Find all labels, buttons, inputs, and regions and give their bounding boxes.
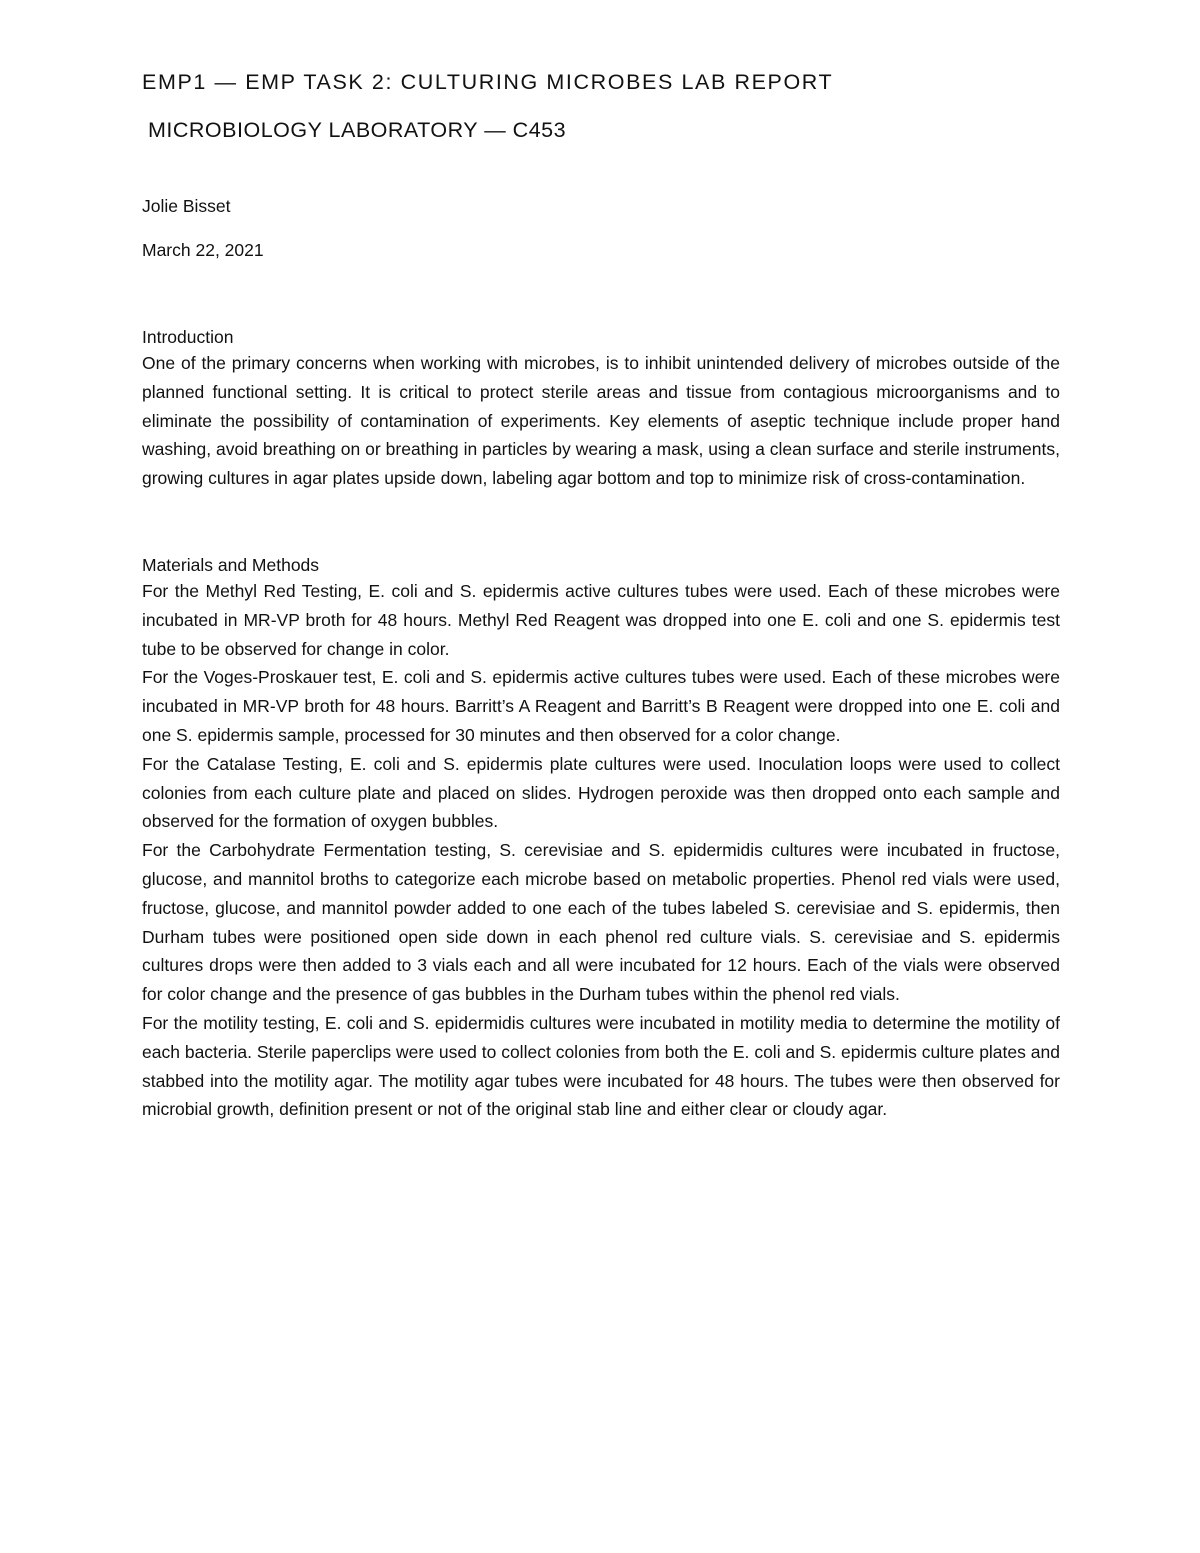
catalase-paragraph: For the Catalase Testing, E. coli and S. epidermis plate cultures were used. Inoculation loops were used to collect colonies from each culture plate and placed on slides. Hydrogen peroxide was then dropped onto each sample and observed for the formation of oxygen bubbles.: [142, 753, 1060, 832]
voges-proskauer-paragraph: For the Voges-Proskauer test, E. coli and S. epidermis active cultures tubes were used. Each of these microbes were incubated in MR-VP broth for 48 hours. Barritt’s A Reagent and Barritt’s B Reagent were dropped into one E. coli and one S. epidermis sample, processed for 30 minutes and then observed for a color change.: [142, 667, 1060, 745]
motility-paragraph: For the motility testing, E. coli and S. epidermidis cultures were incubated in motility media to determine the motility of each bacteria. Sterile paperclips were used to collect colonies from both the E. coli and S. epidermis culture plates and stabbed into the motility agar. The motility agar tubes were incubated for 48 hours. The tubes were then observed for microbial growth, definition present or not of the original stab line and either clear or cloudy agar.: [142, 1012, 1060, 1120]
introduction-heading: Introduction: [142, 327, 234, 347]
author-name: Jolie Bisset: [142, 196, 231, 216]
document-subtitle: MICROBIOLOGY LABORATORY — C453: [148, 118, 567, 142]
report-date: March 22, 2021: [142, 240, 264, 260]
document-title: EMP1 — EMP TASK 2: CULTURING MICROBES LAB REPORT: [142, 70, 834, 94]
materials-methods-heading: Materials and Methods: [142, 554, 320, 575]
introduction-paragraph: One of the primary concerns when working with microbes, is to inhibit unintended delivery of microbes outside of the planned functional setting. It is critical to protect sterile areas and tissue from contagious microorganisms and to eliminate the possibility of contamination of experiments. Key elements of aseptic technique include proper hand washing, avoid breathing on or breathing in particles by wearing a mask, using a clean surface and sterile instruments, growing cultures in agar plates upside down, labeling agar bottom and top to minimize risk of cross-contamination.: [142, 353, 1060, 489]
document-content: [142, 66, 1060, 1124]
carbohydrate-fermentation-paragraph: For the Carbohydrate Fermentation testing, S. cerevisiae and S. epidermidis cultures were incubated in fructose, glucose, and mannitol broths to categorize each microbe based on metabolic properties. Phenol red vials were used, fructose, glucose, and mannitol powder added to one each of the tubes labeled S. cerevisiae and S. epidermis, then Durham tubes were positioned open side down in each phenol red culture vials. S. cerevisiae and S. epidermis cultures drops were then added to 3 vials each and all were incubated for 12 hours. Each of the vials were observed for color change and the presence of gas bubbles in the Durham tubes within the phenol red vials.: [142, 840, 1060, 1005]
methyl-red-paragraph: For the Methyl Red Testing, E. coli and S. epidermis active cultures tubes were used. Each of these microbes were incubated in MR-VP broth for 48 hours. Methyl Red Reagent was dropped into one E. coli and one S. epidermis test tube to be observed for change in color.: [142, 580, 1060, 659]
